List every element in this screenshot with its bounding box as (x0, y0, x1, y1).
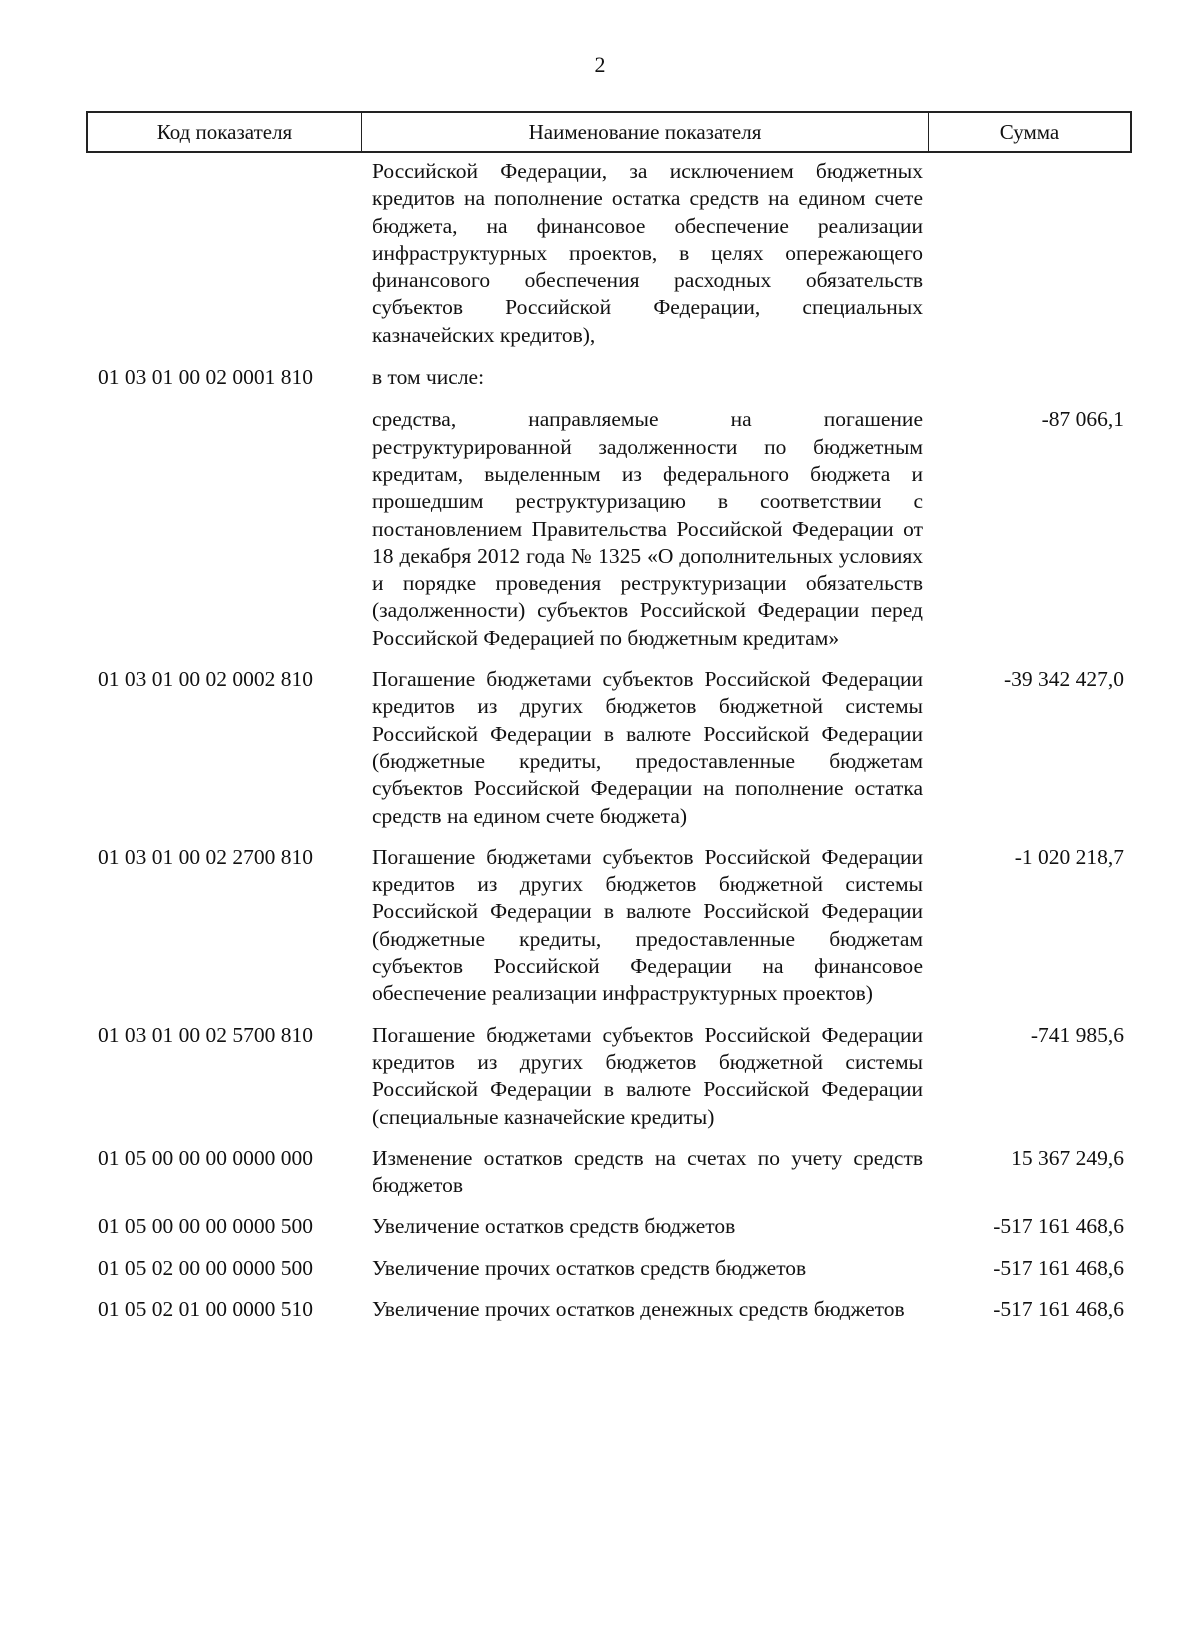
indicator-name: Изменение остатков средств на счетах по учету средств бюджетов (372, 1145, 923, 1198)
indicator-sum: -741 985,6 (1030, 1022, 1124, 1047)
table-header (86, 111, 1132, 153)
indicator-name: Увеличение прочих остатков денежных средств бюджетов (372, 1296, 905, 1321)
header-name: Наименование показателя (362, 113, 929, 151)
indicator-name: средства, направляемые на погашение реструктурированной задолженности по бюджетным кредитам, выделенным из федерального бюджета и прошедшим реструктуризацию в соответствии с постановлением Правительства Российской Федерации от 18 декабря 2012 года № 1325 «О дополнительных условиях и порядке проведения реструктуризации обязательств (задолженности) субъектов Российской Федерации перед Российской Федерацией по бюджетным кредитам» (372, 407, 923, 650)
indicator-code (86, 406, 360, 652)
indicator-sum: -1 020 218,7 (1014, 844, 1124, 869)
indicator-name: Увеличение остатков средств бюджетов (372, 1214, 736, 1239)
table-row (86, 364, 1132, 391)
indicator-name: Российской Федерации, за исключением бюджетных кредитов на пополнение остатка средств на едином счете бюджета, на финансовое обеспечение реализации инфраструктурных проектов, в целях опережающего финансового обеспечения расходных обязательств субъектов Российской Федерации, специальных казначейских кредитов), (372, 159, 923, 347)
indicator-name: Погашение бюджетами субъектов Российской Федерации кредитов из других бюджетов бюджетной системы Российской Федерации в валюте Российской Федерации (бюджетные кредиты, предоставленные бюджетам субъектов Российской Федерации на финансовое обеспечение реализации инфраструктурных проектов) (372, 844, 923, 1006)
indicator-sum: -39 342 427,0 (1003, 667, 1124, 692)
indicator-sum (927, 364, 1132, 391)
indicator-sum: -517 161 468,6 (993, 1296, 1124, 1321)
indicator-code: 01 05 02 01 00 0000 510 (98, 1296, 313, 1321)
indicator-sum: -87 066,1 (1041, 407, 1124, 432)
indicator-code: 01 03 01 00 02 0001 810 (98, 365, 313, 390)
table-row (86, 406, 1132, 652)
indicator-code: 01 05 00 00 00 0000 500 (98, 1214, 313, 1239)
indicator-code: 01 05 02 00 00 0000 500 (98, 1255, 313, 1280)
indicator-sum: -517 161 468,6 (993, 1214, 1124, 1239)
table-row (86, 1213, 1132, 1240)
indicator-code: 01 03 01 00 02 0002 810 (98, 667, 313, 692)
indicator-name: Погашение бюджетами субъектов Российской Федерации кредитов из других бюджетов бюджетной системы Российской Федерации в валюте Российской Федерации (бюджетные кредиты, предоставленные бюджетам субъектов Российской Федерации на пополнение остатка средств на едином счете бюджета) (372, 667, 923, 828)
table-row (86, 666, 1132, 830)
header-code: Код показателя (88, 113, 362, 151)
table-row (86, 1022, 1132, 1131)
indicator-sum (927, 158, 1132, 349)
table-row (86, 1296, 1132, 1323)
table-row (86, 844, 1132, 1008)
indicator-sum: 15 367 249,6 (1011, 1145, 1124, 1170)
indicator-code: 01 05 00 00 00 0000 000 (98, 1145, 313, 1170)
page-number: 2 (594, 52, 606, 77)
table-row (86, 158, 1132, 349)
indicator-name: Увеличение прочих остатков средств бюджетов (372, 1255, 807, 1280)
table-row (86, 1255, 1132, 1282)
table-body (86, 158, 1132, 1323)
indicator-name: Погашение бюджетами субъектов Российской Федерации кредитов из других бюджетов бюджетной системы Российской Федерации в валюте Российской Федерации (специальные казначейские кредиты) (372, 1022, 923, 1129)
indicator-code: 01 03 01 00 02 2700 810 (98, 844, 313, 869)
indicator-sum: -517 161 468,6 (993, 1255, 1124, 1280)
indicator-name: в том числе: (372, 365, 485, 390)
table-row (86, 1145, 1132, 1200)
indicator-code (86, 158, 360, 349)
indicator-code: 01 03 01 00 02 5700 810 (98, 1022, 313, 1047)
header-sum: Сумма (999, 119, 1060, 144)
